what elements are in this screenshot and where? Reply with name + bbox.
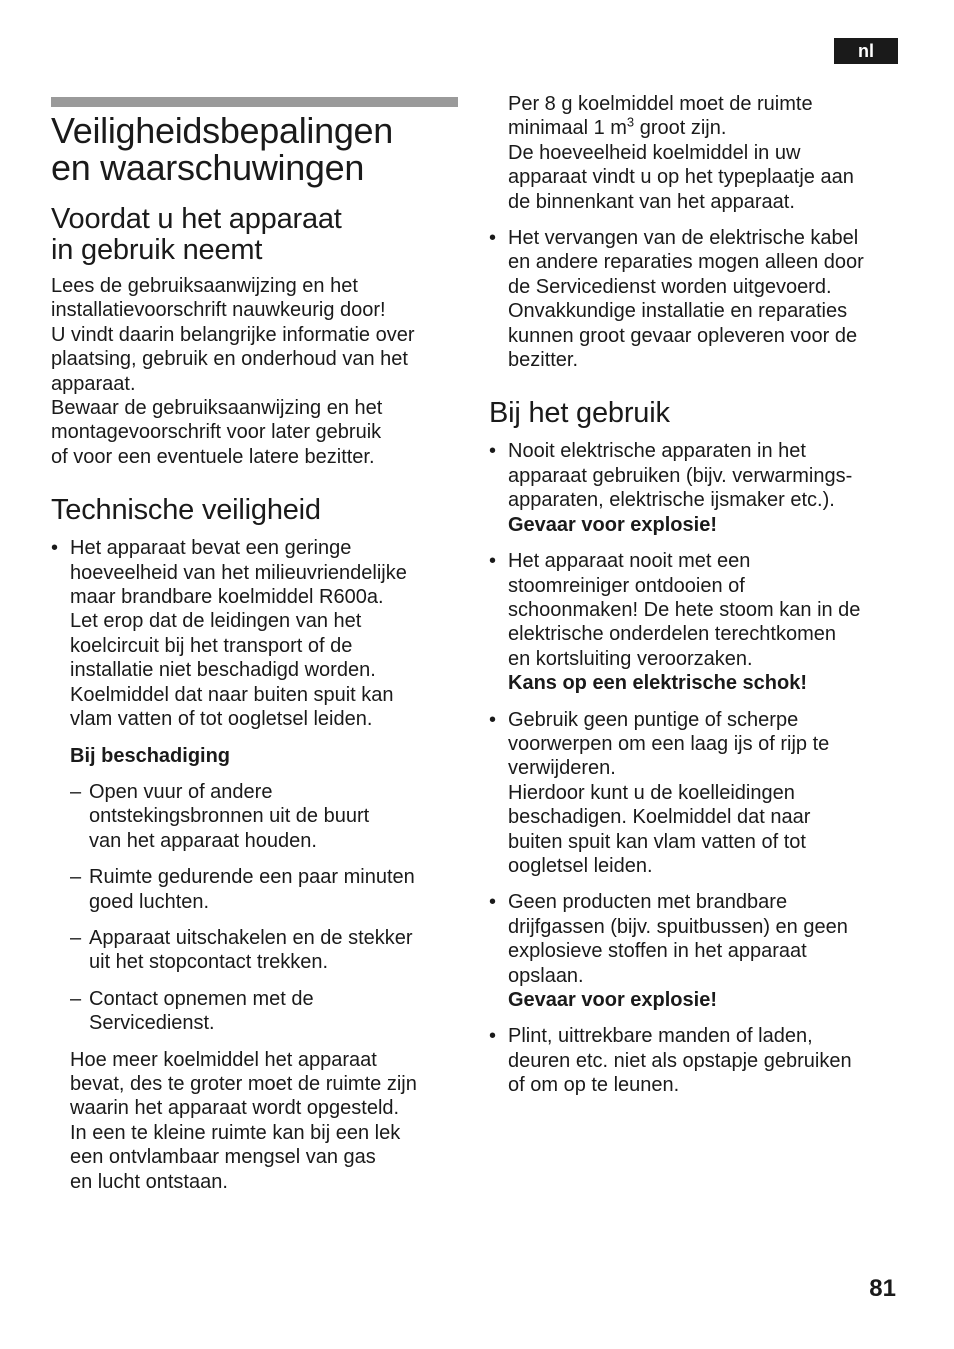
text-line: Koelmiddel dat naar buiten spuit kan	[70, 683, 394, 706]
text-line: beschadigen. Koelmiddel dat naar	[508, 806, 811, 829]
list-item	[489, 439, 909, 537]
text-line: • Het apparaat bevat een geringe	[70, 537, 352, 560]
list-item	[70, 865, 461, 914]
text-line: – Contact opnemen met de	[89, 987, 314, 1010]
text-line: Hierdoor kunt u de koelleidingen	[508, 781, 795, 804]
heading-before-use-line2: in gebruik neemt	[51, 234, 263, 266]
room-size-paragraph	[489, 92, 909, 214]
page-title	[51, 112, 461, 186]
text-line: goed luchten.	[89, 890, 210, 913]
damage-label: Bij beschadiging	[70, 744, 231, 767]
text-line: en andere reparaties mogen alleen door	[508, 251, 864, 274]
intro-paragraph	[51, 274, 461, 469]
list-item	[489, 1024, 909, 1097]
warning-text: Kans op een elektrische schok!	[508, 672, 808, 695]
text-line: oogletsel leiden.	[508, 854, 653, 877]
heading-rule	[51, 97, 458, 107]
text-line: hoeveelheid van het milieuvriendelijke	[70, 561, 407, 584]
text-line: U vindt daarin belangrijke informatie over	[51, 323, 415, 346]
text-line: bezitter.	[508, 349, 579, 372]
text-line: van het apparaat houden.	[89, 829, 317, 852]
left-column	[51, 112, 461, 1194]
text-line: ontstekingsbronnen uit de buurt	[89, 805, 370, 828]
text-line: In een te kleine ruimte kan bij een lek	[70, 1121, 401, 1144]
text-line: • Gebruik geen puntige of scherpe	[508, 708, 799, 731]
text-line: plaatsing, gebruik en onderhoud van het	[51, 348, 408, 371]
text-fragment: minimaal 1 m	[508, 117, 627, 140]
text-line: • Het vervangen van de elektrische kabel	[508, 227, 859, 250]
text-line: maar brandbare koelmiddel R600a.	[70, 586, 384, 609]
right-column	[489, 92, 909, 1098]
text-line: apparaat vindt u op het typeplaatje aan	[508, 166, 854, 189]
text-line: Lees de gebruiksaanwijzing en het	[51, 275, 358, 297]
text-line: – Apparaat uitschakelen en de stekker	[89, 926, 413, 949]
text-line: installatie niet beschadigd worden.	[70, 659, 376, 682]
text-line: explosieve stoffen in het apparaat	[508, 940, 807, 963]
list-item	[51, 536, 461, 731]
text-line: een ontvlambaar mengsel van gas	[70, 1146, 376, 1169]
damage-steps-list	[51, 780, 461, 1036]
list-item	[489, 708, 909, 879]
list-item	[70, 780, 461, 853]
text-line: en lucht ontstaan.	[70, 1170, 228, 1193]
text-line: De hoeveelheid koelmiddel in uw	[508, 141, 801, 164]
page-title-line1: Veiligheidsbepalingen	[51, 110, 393, 151]
text-line: Hoe meer koelmiddel het apparaat	[70, 1048, 377, 1071]
list-item	[70, 926, 461, 975]
heading-before-use-line1: Voordat u het apparaat	[51, 203, 342, 235]
language-tab: nl	[834, 38, 898, 64]
text-line: elektrische onderdelen terechtkomen	[508, 623, 836, 646]
text-line: of voor een eventuele latere bezitter.	[51, 445, 375, 468]
text-line	[508, 116, 909, 140]
text-line: Per 8 g koelmiddel moet de ruimte	[508, 93, 813, 115]
refrigerant-paragraph	[51, 1048, 461, 1194]
text-line: verwijderen.	[508, 757, 616, 780]
superscript: 3	[626, 114, 635, 130]
text-line: • Plint, uittrekbare manden of laden,	[508, 1025, 813, 1048]
use-bullet-list	[489, 439, 909, 1097]
text-line: of om op te leunen.	[508, 1074, 680, 1097]
text-line: – Ruimte gedurende een paar minuten	[89, 866, 415, 889]
list-item	[489, 549, 909, 695]
list-item	[489, 226, 909, 372]
page-title-line2: en waarschuwingen	[51, 147, 365, 188]
text-line: buiten spuit kan vlam vatten of tot	[508, 830, 806, 853]
text-line: stoomreiniger ontdooien of	[508, 574, 745, 597]
text-line: opslaan.	[508, 964, 584, 987]
heading-technical-safety: Technische veiligheid	[51, 494, 321, 527]
text-line: de Servicedienst worden uitgevoerd.	[508, 275, 832, 298]
list-item	[70, 987, 461, 1036]
text-line: apparaat gebruiken (bijv. verwarmings-	[508, 464, 853, 487]
technical-bullet-list	[51, 536, 461, 731]
text-line: de binnenkant van het apparaat.	[508, 190, 795, 213]
text-line: bevat, des te groter moet de ruimte zijn	[70, 1072, 417, 1095]
text-line: Let erop dat de leidingen van het	[70, 610, 362, 633]
warning-text: Gevaar voor explosie!	[508, 989, 717, 1011]
page-number: 81	[869, 1275, 896, 1302]
warning-text: Gevaar voor explosie!	[508, 513, 717, 536]
text-line: apparaten, elektrische ijsmaker etc.).	[508, 489, 835, 512]
text-line: vlam vatten of tot oogletsel leiden.	[70, 708, 373, 731]
text-line: – Open vuur of andere	[89, 780, 273, 803]
heading-before-use	[51, 204, 461, 266]
text-line: uit het stopcontact trekken.	[89, 951, 329, 974]
text-line: waarin het apparaat wordt opgesteld.	[70, 1097, 400, 1120]
text-line: • Het apparaat nooit met een	[508, 550, 751, 573]
text-line: drijfgassen (bijv. spuitbussen) en geen	[508, 915, 848, 938]
text-line: Servicedienst.	[89, 1012, 215, 1035]
text-line: installatievoorschrift nauwkeurig door!	[51, 299, 386, 322]
text-line: Onvakkundige installatie en reparaties	[508, 300, 848, 323]
text-line: montagevoorschrift voor later gebruik	[51, 421, 382, 444]
text-line: • Nooit elektrische apparaten in het	[508, 440, 806, 463]
text-line: koelcircuit bij het transport of de	[70, 634, 353, 657]
text-line: • Geen producten met brandbare	[508, 891, 788, 914]
text-line: schoonmaken! De hete stoom kan in de	[508, 598, 861, 621]
text-line: voorwerpen om een laag ijs of rijp te	[508, 732, 830, 755]
text-line: apparaat.	[51, 372, 136, 395]
text-line: deuren etc. niet als opstapje gebruiken	[508, 1049, 852, 1072]
text-line: en kortsluiting veroorzaken.	[508, 647, 753, 670]
heading-during-use: Bij het gebruik	[489, 397, 670, 430]
text-fragment: groot zijn.	[634, 117, 727, 140]
text-line: kunnen groot gevaar opleveren voor de	[508, 324, 858, 347]
list-item	[489, 890, 909, 1012]
technical-bullet-list-2	[489, 226, 909, 372]
text-line: Bewaar de gebruiksaanwijzing en het	[51, 397, 383, 420]
